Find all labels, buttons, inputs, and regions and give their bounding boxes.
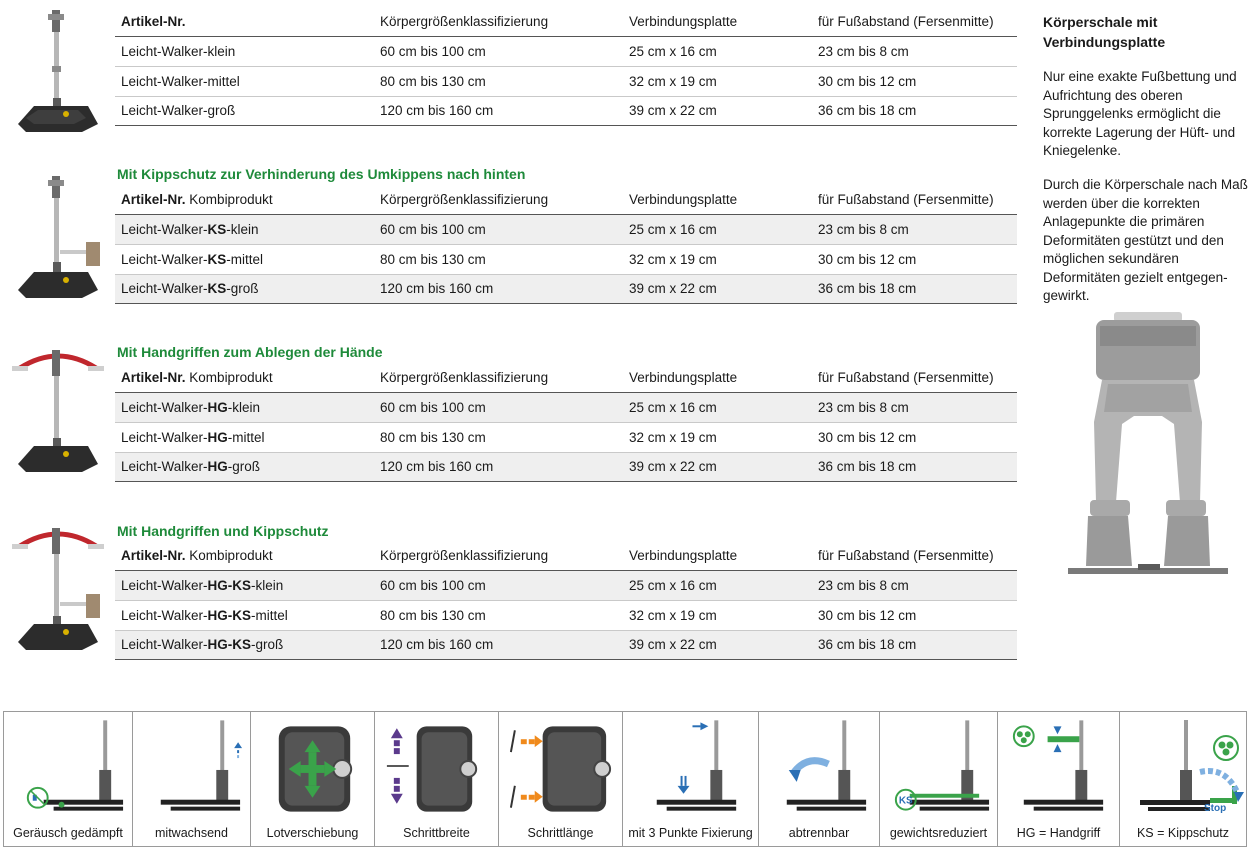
- feature-grow: [133, 712, 251, 846]
- side-title: Körperschale mit Verbindungsplatte: [1043, 14, 1166, 50]
- distance-cell: 23 cm bis 8 cm: [812, 215, 1017, 245]
- col-groesse: Körpergrößenklassifizierung: [374, 363, 623, 393]
- plate-cell: 25 cm x 16 cm: [623, 37, 812, 67]
- feature-handgrip: [998, 712, 1120, 846]
- table-header-row: [115, 541, 1017, 571]
- distance-cell: 23 cm bis 8 cm: [812, 393, 1017, 423]
- size-cell: 120 cm bis 160 cm: [374, 96, 623, 126]
- walker-image-ks: [12, 172, 104, 300]
- plate-cell: 32 cm x 19 cm: [623, 600, 812, 630]
- size-cell: 60 cm bis 100 cm: [374, 571, 623, 601]
- distance-cell: 30 cm bis 12 cm: [812, 600, 1017, 630]
- article-cell: Leicht-Walker-mittel: [115, 66, 374, 96]
- table-row: [115, 571, 1017, 601]
- feature-label: mit 3 Punkte Fixierung: [628, 826, 753, 840]
- section-title-hg-ks: Mit Handgriffen und Kippschutz: [117, 523, 329, 539]
- feature-step-length: [499, 712, 623, 846]
- col-artikel: Artikel-Nr. Kombiprodukt: [115, 363, 374, 393]
- table-row: [115, 244, 1017, 274]
- col-groesse: Körpergrößenklassifizierung: [374, 541, 623, 571]
- size-cell: 80 cm bis 130 cm: [374, 244, 623, 274]
- feature-plumb-shift: [251, 712, 375, 846]
- table-header-row: [115, 185, 1017, 215]
- plate-cell: 39 cm x 22 cm: [623, 96, 812, 126]
- col-abstand: für Fußabstand (Fersenmitte): [812, 185, 1017, 215]
- article-cell: Leicht-Walker-HG-klein: [115, 393, 374, 423]
- plate-cell: 32 cm x 19 cm: [623, 244, 812, 274]
- feature-label: gewichtsreduziert: [889, 826, 988, 840]
- size-cell: 80 cm bis 130 cm: [374, 600, 623, 630]
- col-platte: Verbindungsplatte: [623, 7, 812, 37]
- article-cell: Leicht-Walker-KS-groß: [115, 274, 374, 304]
- distance-cell: 23 cm bis 8 cm: [812, 37, 1017, 67]
- table-header-row: [115, 363, 1017, 393]
- table-row: [115, 37, 1017, 67]
- plate-cell: 25 cm x 16 cm: [623, 571, 812, 601]
- three-point-fixation-icon: [623, 712, 758, 820]
- col-abstand: für Fußabstand (Fersenmitte): [812, 541, 1017, 571]
- size-cell: 80 cm bis 130 cm: [374, 66, 623, 96]
- ks-badge-text: KS: [898, 795, 913, 807]
- weight-reduced-icon: [880, 712, 997, 820]
- feature-label: abtrennbar: [788, 826, 850, 840]
- size-cell: 60 cm bis 100 cm: [374, 37, 623, 67]
- col-abstand: für Fußabstand (Fersenmitte): [812, 7, 1017, 37]
- col-platte: Verbindungsplatte: [623, 541, 812, 571]
- size-cell: 60 cm bis 100 cm: [374, 215, 623, 245]
- spec-table-basic: [115, 7, 1017, 126]
- plumb-shift-icon: [251, 712, 374, 820]
- table-row: [115, 66, 1017, 96]
- col-platte: Verbindungsplatte: [623, 363, 812, 393]
- feature-label: mitwachsend: [155, 826, 228, 840]
- feature-three-point: [623, 712, 759, 846]
- feature-label: KS = Kippschutz: [1136, 826, 1230, 840]
- side-paragraph-1: Nur eine exakte Fußbettung und Aufrichtung des oberen Sprunggelenks ermöglicht die korrekte Lagerung der Hüft- und Kniegelenke.: [1043, 69, 1237, 158]
- step-length-icon: [499, 712, 622, 820]
- article-cell: Leicht-Walker-KS-mittel: [115, 244, 374, 274]
- table-row: [115, 215, 1017, 245]
- article-cell: Leicht-Walker-groß: [115, 96, 374, 126]
- anti-tip-icon: [1120, 712, 1246, 820]
- distance-cell: 36 cm bis 18 cm: [812, 96, 1017, 126]
- table-row: [115, 452, 1017, 482]
- size-cell: 120 cm bis 160 cm: [374, 274, 623, 304]
- stop-label: Stop: [1204, 803, 1227, 814]
- walker-image-basic: [12, 6, 104, 134]
- spec-table-hg: [115, 363, 1017, 482]
- distance-cell: 30 cm bis 12 cm: [812, 66, 1017, 96]
- size-cell: 120 cm bis 160 cm: [374, 452, 623, 482]
- article-cell: Leicht-Walker-HG-KS-klein: [115, 571, 374, 601]
- distance-cell: 36 cm bis 18 cm: [812, 452, 1017, 482]
- col-artikel: Artikel-Nr. Kombiprodukt: [115, 541, 374, 571]
- feature-anti-tip: [1120, 712, 1246, 846]
- size-cell: 120 cm bis 160 cm: [374, 630, 623, 660]
- section-title-ks: Mit Kippschutz zur Verhinderung des Umkippens nach hinten: [117, 166, 526, 182]
- article-cell: Leicht-Walker-HG-KS-groß: [115, 630, 374, 660]
- feature-label: Lotverschiebung: [266, 826, 359, 840]
- feature-label: HG = Handgriff: [1016, 826, 1101, 840]
- side-paragraph-2: Durch die Körperschale nach Maß werden über die korrekten Anlagepunkte die primären Deformitäten gestützt und den möglichen sekundären Deformitäten gezielt entgegen- gewirkt.: [1043, 177, 1248, 303]
- distance-cell: 36 cm bis 18 cm: [812, 274, 1017, 304]
- distance-cell: 30 cm bis 12 cm: [812, 244, 1017, 274]
- article-cell: Leicht-Walker-HG-mittel: [115, 422, 374, 452]
- article-cell: Leicht-Walker-klein: [115, 37, 374, 67]
- spec-table-ks: [115, 185, 1017, 304]
- distance-cell: 30 cm bis 12 cm: [812, 422, 1017, 452]
- plate-cell: 39 cm x 22 cm: [623, 630, 812, 660]
- col-artikel: Artikel-Nr.: [115, 7, 374, 37]
- distance-cell: 36 cm bis 18 cm: [812, 630, 1017, 660]
- spec-table-hg-ks: [115, 541, 1017, 660]
- col-groesse: Körpergrößenklassifizierung: [374, 185, 623, 215]
- body-shell-image: [1062, 312, 1234, 582]
- grow-icon: [133, 712, 250, 820]
- article-cell: Leicht-Walker-KS-klein: [115, 215, 374, 245]
- table-row: [115, 393, 1017, 423]
- feature-label: Geräusch gedämpft: [13, 826, 123, 840]
- plate-cell: 32 cm x 19 cm: [623, 66, 812, 96]
- distance-cell: 23 cm bis 8 cm: [812, 571, 1017, 601]
- article-cell: Leicht-Walker-HG-KS-mittel: [115, 600, 374, 630]
- table-header-row: [115, 7, 1017, 37]
- feature-detachable: [759, 712, 880, 846]
- plate-cell: 39 cm x 22 cm: [623, 274, 812, 304]
- col-artikel: Artikel-Nr. Kombiprodukt: [115, 185, 374, 215]
- article-cell: Leicht-Walker-HG-groß: [115, 452, 374, 482]
- size-cell: 80 cm bis 130 cm: [374, 422, 623, 452]
- table-row: [115, 274, 1017, 304]
- feature-icon-strip: [3, 711, 1247, 847]
- feature-weight-reduced: [880, 712, 998, 846]
- plate-cell: 25 cm x 16 cm: [623, 393, 812, 423]
- table-row: [115, 600, 1017, 630]
- size-cell: 60 cm bis 100 cm: [374, 393, 623, 423]
- col-platte: Verbindungsplatte: [623, 185, 812, 215]
- handgrip-icon: [998, 712, 1119, 820]
- detachable-icon: [759, 712, 879, 820]
- walker-image-hg-ks: [12, 524, 104, 652]
- table-row: [115, 630, 1017, 660]
- sound-muted-icon: [4, 712, 132, 820]
- feature-step-width: [375, 712, 499, 846]
- table-row: [115, 422, 1017, 452]
- col-abstand: für Fußabstand (Fersenmitte): [812, 363, 1017, 393]
- table-row: [115, 96, 1017, 126]
- section-title-hg: Mit Handgriffen zum Ablegen der Hände: [117, 344, 383, 360]
- feature-label: Schrittlänge: [527, 826, 594, 840]
- feature-sound-muted: [4, 712, 133, 846]
- step-width-icon: [375, 712, 498, 820]
- plate-cell: 32 cm x 19 cm: [623, 422, 812, 452]
- feature-label: Schrittbreite: [403, 826, 470, 840]
- walker-image-hg: [12, 346, 104, 474]
- col-groesse: Körpergrößenklassifizierung: [374, 7, 623, 37]
- plate-cell: 39 cm x 22 cm: [623, 452, 812, 482]
- plate-cell: 25 cm x 16 cm: [623, 215, 812, 245]
